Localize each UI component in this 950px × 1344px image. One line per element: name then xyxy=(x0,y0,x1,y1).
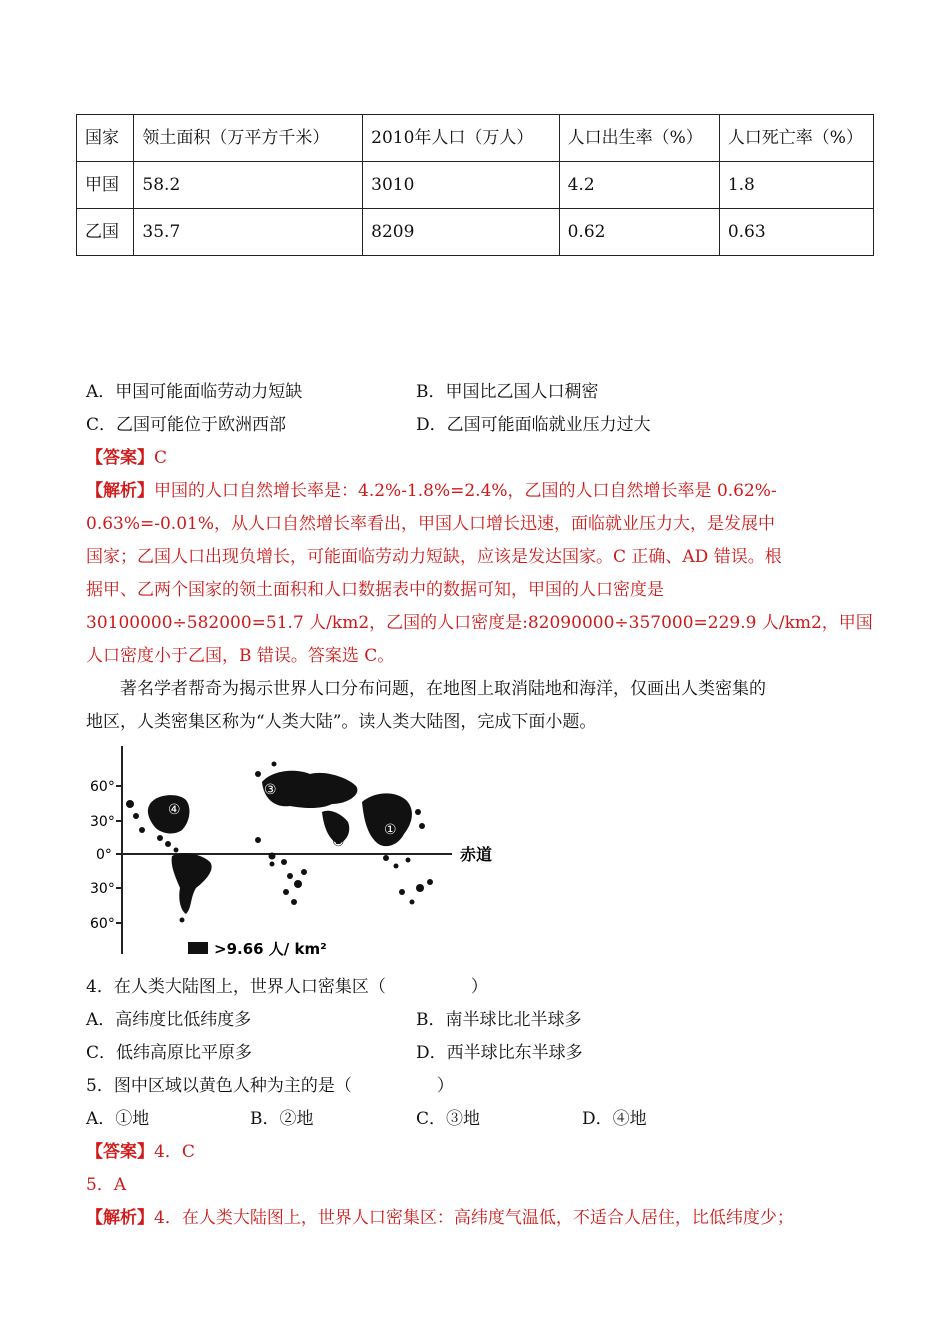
human-continent-map xyxy=(86,742,506,964)
q3-option-b: B．甲国比乙国人口稠密 xyxy=(416,382,599,402)
header-birth-rate: 人口出生率（%） xyxy=(559,115,719,162)
q5-option-a: A．①地 xyxy=(86,1109,150,1129)
marker-2: ② xyxy=(332,834,345,850)
analysis-1-line-6: 人口密度小于乙国，B 错误。答案选 C。 xyxy=(86,646,395,666)
cell-birth-rate: 0.62 xyxy=(559,209,719,256)
q5-option-c: C．③地 xyxy=(416,1109,481,1129)
cell-population: 3010 xyxy=(363,162,559,209)
cell-death-rate: 0.63 xyxy=(719,209,873,256)
cell-death-rate: 1.8 xyxy=(719,162,873,209)
table-row xyxy=(77,162,874,209)
density-blobs xyxy=(126,762,433,923)
analysis-1-line-3: 国家；乙国人口出现负增长，可能面临劳动力短缺，应该是发达国家。C 正确、AD 错误。根 xyxy=(86,547,782,567)
table-header-row xyxy=(77,115,874,162)
cell-birth-rate: 4.2 xyxy=(559,162,719,209)
legend-label: >9.66 人/ km² xyxy=(214,940,327,958)
cell-area: 35.7 xyxy=(134,209,363,256)
equator-label: 赤道 xyxy=(460,845,493,864)
cell-area: 58.2 xyxy=(134,162,363,209)
answer-tag: 【答案】 xyxy=(86,448,154,468)
analysis-tag: 【解析】 xyxy=(86,1208,154,1228)
answer-1 xyxy=(86,442,167,474)
analysis-1-line-5: 30100000÷582000=51.7 人/km2，乙国的人口密度是:82090000÷357000=229.9 人/km2，甲国 xyxy=(86,613,873,633)
analysis-1-line-1 xyxy=(86,475,777,507)
lat-label: 30° xyxy=(90,881,115,897)
q4-option-b: B．南半球比北半球多 xyxy=(416,1010,582,1030)
q5-option-b: B．②地 xyxy=(250,1109,314,1129)
lat-label: 0° xyxy=(96,847,112,863)
answer-value: 4．C xyxy=(154,1142,195,1162)
intro-line-2: 地区，人类密集区称为“人类大陆”。读人类大陆图，完成下面小题。 xyxy=(86,712,597,732)
legend-swatch xyxy=(188,942,208,954)
header-area: 领土面积（万平方千米） xyxy=(134,115,363,162)
population-table xyxy=(76,114,874,256)
analysis-text: 甲国的人口自然增长率是：4.2%-1.8%=2.4%，乙国的人口自然增长率是 0.62%- xyxy=(154,481,777,501)
cell-population: 8209 xyxy=(363,209,559,256)
marker-1: ① xyxy=(384,822,397,838)
q4-stem: 4．在人类大陆图上，世界人口密集区（ ） xyxy=(86,977,488,997)
q5-option-d: D．④地 xyxy=(582,1109,647,1129)
q3-option-c: C．乙国可能位于欧洲西部 xyxy=(86,415,287,435)
q4-option-c: C．低纬高原比平原多 xyxy=(86,1043,253,1063)
analysis-text: 4．在人类大陆图上，世界人口密集区：高纬度气温低，不适合人居住，比低纬度少； xyxy=(154,1208,794,1228)
analysis-2-line-1 xyxy=(86,1202,794,1234)
q5-stem: 5．图中区域以黄色人种为主的是（ ） xyxy=(86,1076,454,1096)
header-population: 2010年人口（万人） xyxy=(363,115,559,162)
marker-4: ④ xyxy=(168,802,181,818)
q3-option-a: A．甲国可能面临劳动力短缺 xyxy=(86,382,303,402)
q3-option-d: D．乙国可能面临就业压力过大 xyxy=(416,415,651,435)
header-death-rate: 人口死亡率（%） xyxy=(719,115,873,162)
intro-line-1: 著名学者帮奇为揭示世界人口分布问题，在地图上取消陆地和海洋，仅画出人类密集的 xyxy=(120,679,766,699)
q4-option-a: A．高纬度比低纬度多 xyxy=(86,1010,252,1030)
cell-country: 甲国 xyxy=(77,162,134,209)
q4-option-d: D．西半球比东半球多 xyxy=(416,1043,583,1063)
analysis-1-line-2: 0.63%=-0.01%，从人口自然增长率看出，甲国人口增长迅速，面临就业压力大，是发展中 xyxy=(86,514,775,534)
answer-value: C xyxy=(154,448,168,468)
marker-3: ③ xyxy=(264,782,277,798)
lat-label: 60° xyxy=(90,779,115,795)
table-row xyxy=(77,209,874,256)
cell-country: 乙国 xyxy=(77,209,134,256)
answer-2-line-2: 5．A xyxy=(86,1175,127,1195)
lat-label: 60° xyxy=(90,916,115,932)
answer-2 xyxy=(86,1136,195,1168)
analysis-tag: 【解析】 xyxy=(86,481,154,501)
analysis-1-line-4: 据甲、乙两个国家的领土面积和人口数据表中的数据可知，甲国的人口密度是 xyxy=(86,580,664,600)
lat-label: 30° xyxy=(90,814,115,830)
header-country: 国家 xyxy=(77,115,134,162)
answer-tag: 【答案】 xyxy=(86,1142,154,1162)
